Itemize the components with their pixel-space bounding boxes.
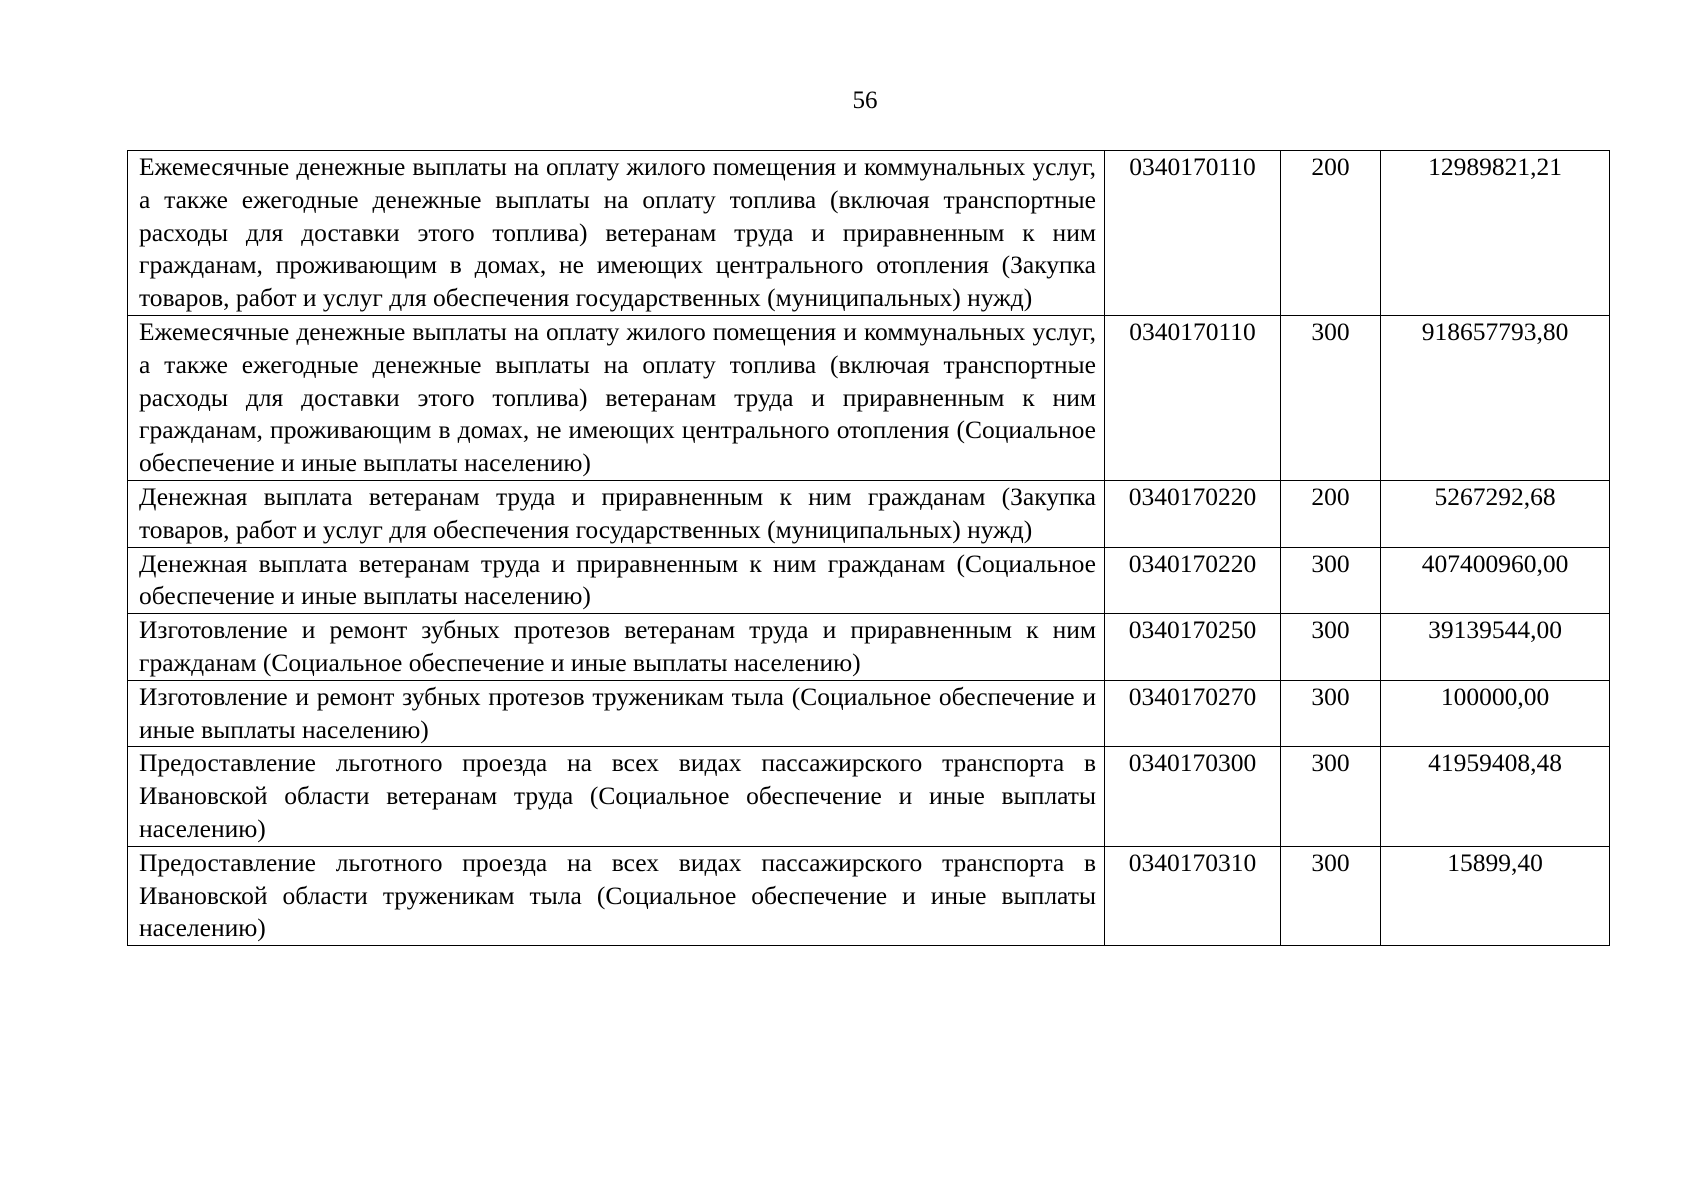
description-cell: Ежемесячные денежные выплаты на оплату жилого помещения и коммунальных услуг, а также ежегодные денежные выплаты на оплату топлива (включая транспортные расходы для доставки этого топлива) ветеранам труда и приравненным к ним гражданам, проживающим в домах, не имеющих центрального отопления (Закупка товаров, работ и услуг для обеспечения государственных (муниципальных) нужд)	[128, 151, 1105, 316]
amount-cell: 100000,00	[1381, 680, 1610, 747]
amount-cell: 918657793,80	[1381, 315, 1610, 480]
table-row	[128, 680, 1610, 747]
table-row	[128, 315, 1610, 480]
expense-type-cell: 300	[1281, 846, 1381, 945]
expense-type-cell: 300	[1281, 747, 1381, 846]
target-code-cell: 0340170270	[1105, 680, 1281, 747]
description-cell: Изготовление и ремонт зубных протезов труженикам тыла (Социальное обеспечение и иные выплаты населению)	[128, 680, 1105, 747]
table-row	[128, 151, 1610, 316]
budget-table	[127, 150, 1610, 946]
page-number: 56	[852, 87, 878, 114]
target-code-cell: 0340170220	[1105, 547, 1281, 614]
target-code-cell: 0340170110	[1105, 315, 1281, 480]
amount-cell: 15899,40	[1381, 846, 1610, 945]
table-row	[128, 547, 1610, 614]
amount-cell: 41959408,48	[1381, 747, 1610, 846]
target-code-cell: 0340170220	[1105, 480, 1281, 547]
target-code-cell: 0340170300	[1105, 747, 1281, 846]
expense-type-cell: 300	[1281, 315, 1381, 480]
description-cell: Ежемесячные денежные выплаты на оплату жилого помещения и коммунальных услуг, а также ежегодные денежные выплаты на оплату топлива (включая транспортные расходы для доставки этого топлива) ветеранам труда и приравненным к ним гражданам, проживающим в домах, не имеющих центрального отопления (Социальное обеспечение и иные выплаты населению)	[128, 315, 1105, 480]
amount-cell: 39139544,00	[1381, 614, 1610, 681]
description-cell: Денежная выплата ветеранам труда и приравненным к ним гражданам (Закупка товаров, работ и услуг для обеспечения государственных (муниципальных) нужд)	[128, 480, 1105, 547]
table-row	[128, 480, 1610, 547]
expense-type-cell: 200	[1281, 151, 1381, 316]
description-cell: Денежная выплата ветеранам труда и приравненным к ним гражданам (Социальное обеспечение и иные выплаты населению)	[128, 547, 1105, 614]
amount-cell: 12989821,21	[1381, 151, 1610, 316]
expense-type-cell: 300	[1281, 614, 1381, 681]
amount-cell: 5267292,68	[1381, 480, 1610, 547]
description-cell: Предоставление льготного проезда на всех видах пассажирского транспорта в Ивановской области ветеранам труда (Социальное обеспечение и иные выплаты населению)	[128, 747, 1105, 846]
target-code-cell: 0340170310	[1105, 846, 1281, 945]
expense-type-cell: 300	[1281, 547, 1381, 614]
table-row	[128, 846, 1610, 945]
target-code-cell: 0340170250	[1105, 614, 1281, 681]
table-row	[128, 747, 1610, 846]
amount-cell: 407400960,00	[1381, 547, 1610, 614]
expense-type-cell: 200	[1281, 480, 1381, 547]
description-cell: Изготовление и ремонт зубных протезов ветеранам труда и приравненным к ним гражданам (Социальное обеспечение и иные выплаты населению)	[128, 614, 1105, 681]
expense-type-cell: 300	[1281, 680, 1381, 747]
target-code-cell: 0340170110	[1105, 151, 1281, 316]
table-row	[128, 614, 1610, 681]
description-cell: Предоставление льготного проезда на всех видах пассажирского транспорта в Ивановской области труженикам тыла (Социальное обеспечение и иные выплаты населению)	[128, 846, 1105, 945]
